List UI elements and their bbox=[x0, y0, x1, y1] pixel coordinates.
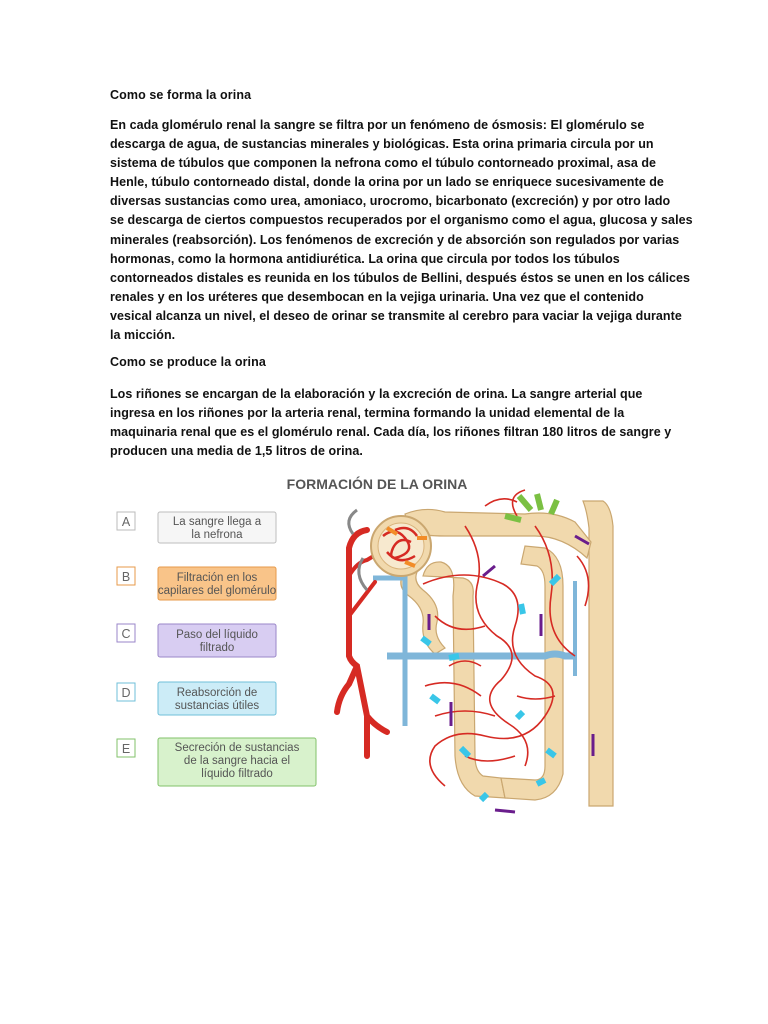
paragraph-line: contorneados distales es reunida en los túbulos de Bellini, después éstos se unen en los cálices bbox=[110, 270, 690, 285]
arrow-c-flow bbox=[495, 810, 515, 812]
legend-letter: B bbox=[121, 570, 131, 584]
legend-label-line: Reabsorción de bbox=[176, 687, 258, 699]
paragraph-line: hormonas, como la hormona antidiurética. La orina que circula por todos los túbulos bbox=[110, 251, 620, 266]
legend-label-line: Secreción de sustancias bbox=[174, 742, 300, 754]
figure-title: FORMACIÓN DE LA ORINA bbox=[286, 476, 468, 492]
paragraph-line: maquinaria renal que es el glomérulo renal. Cada día, los riñones filtran 180 litros de sangre y bbox=[110, 425, 672, 440]
legend-letter: D bbox=[121, 686, 131, 700]
arrow-e-secretion bbox=[505, 516, 521, 520]
section-heading-forma: Como se forma la orina bbox=[110, 88, 252, 102]
legend-letter: E bbox=[121, 742, 131, 756]
legend-label-line: La sangre llega a bbox=[172, 516, 262, 528]
legend-label-line: la nefrona bbox=[191, 529, 243, 541]
paragraph-line: la micción. bbox=[110, 328, 176, 343]
paragraph-forma bbox=[110, 116, 693, 345]
paragraph-produce bbox=[110, 385, 672, 461]
legend-label-line: sustancias útiles bbox=[174, 700, 260, 712]
paragraph-line: Henle, túbulo contorneado distal, donde la orina por un lado se enriquece sucesivamente de bbox=[110, 175, 664, 190]
paragraph-line: renales y en los uréteres que desembocan en la vejiga urinaria. Una vez que el contenido bbox=[110, 289, 644, 304]
legend-label-line: Filtración en los bbox=[176, 572, 258, 584]
legend-label-line: filtrado bbox=[199, 642, 235, 654]
paragraph-line: descarga de agua, de sustancias minerales y biológicas. Esta orina primaria circula por un bbox=[110, 137, 654, 152]
arrow-d-reabsorption bbox=[517, 712, 523, 718]
arrow-d-reabsorption bbox=[449, 656, 459, 658]
paragraph-line: diversas sustancias como urea, amoniaco, urocromo, bicarbonato (excreción) y por otro lado bbox=[110, 194, 671, 209]
paragraph-line: ingresa en los riñones por la arteria renal, termina formando la unidad elemental de la bbox=[110, 406, 625, 421]
legend-label-line: de la sangre hacia el bbox=[183, 755, 291, 767]
legend-label-line: Paso del líquido bbox=[176, 629, 258, 641]
legend-letter: C bbox=[121, 627, 131, 641]
arrow-d-reabsorption bbox=[481, 794, 487, 800]
arrow-d-reabsorption bbox=[537, 780, 545, 784]
vein-horizontal bbox=[387, 654, 577, 656]
arrow-e-secretion bbox=[537, 494, 541, 510]
legend-label-line: líquido filtrado bbox=[201, 768, 273, 780]
paragraph-line: vesical alcanza un nivel, el deseo de orinar se transmite al cerebro para vaciar la vejiga durante bbox=[110, 308, 682, 323]
paragraph-line: sistema de túbulos que componen la nefrona como el túbulo contorneado proximal, asa de bbox=[110, 156, 657, 171]
urine-formation-figure bbox=[105, 466, 640, 830]
section-heading-produce: Como se produce la orina bbox=[110, 355, 266, 369]
paragraph-line: minerales (reabsorción). Los fenómenos de excreción y de absorción son regulados por varias bbox=[110, 232, 680, 247]
legend-label-line: capilares del glomérulo bbox=[157, 585, 277, 597]
arrow-d-reabsorption bbox=[521, 604, 523, 614]
paragraph-line: En cada glomérulo renal la sangre se filtra por un fenómeno de ósmosis: El glomérulo se bbox=[110, 118, 645, 132]
legend-letter: A bbox=[121, 515, 131, 529]
paragraph-line: producen una media de 1,5 litros de orina. bbox=[110, 444, 363, 459]
paragraph-line: se descarga de ciertos compuestos recuperados por el organismo como el agua, glucosa y sales bbox=[110, 213, 693, 228]
glomerulus bbox=[378, 523, 424, 569]
paragraph-line: Los riñones se encargan de la elaboración y la excreción de orina. La sangre arterial que bbox=[110, 387, 643, 401]
